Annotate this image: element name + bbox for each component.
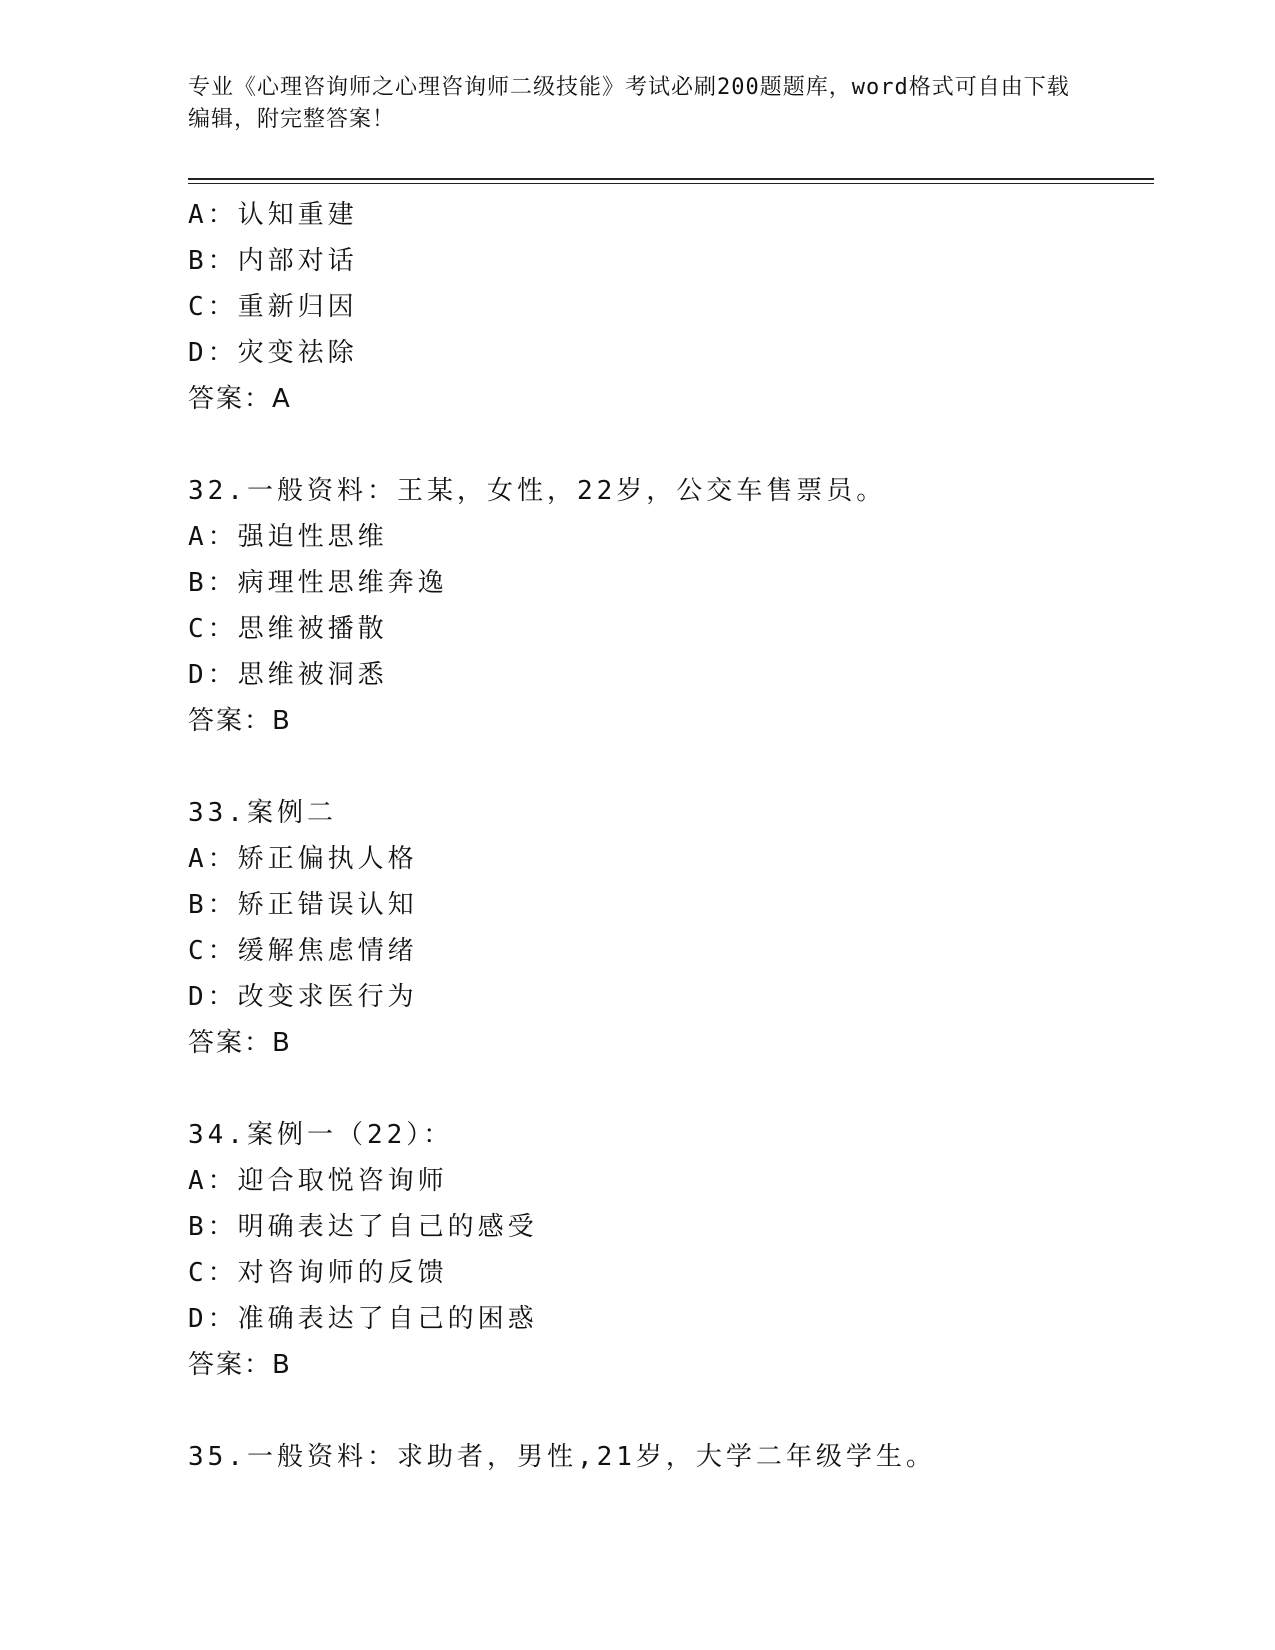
option-a: A：认知重建: [188, 200, 358, 230]
option-c: C：思维被播散: [188, 614, 388, 644]
option-c: C：缓解焦虑情绪: [188, 936, 418, 966]
option-d: D：改变求医行为: [188, 982, 418, 1012]
option-a: A：矫正偏执人格: [188, 844, 418, 874]
option-c: C：对咨询师的反馈: [188, 1258, 448, 1288]
question-stem: 34.案例一（22）：: [188, 1120, 454, 1150]
question-list: [188, 192, 1148, 1480]
option-b: B：病理性思维奔逸: [188, 568, 448, 598]
option-a: A：迎合取悦咨询师: [188, 1166, 448, 1196]
question-stem: 33.案例二: [188, 798, 337, 828]
option-c: C：重新归因: [188, 292, 358, 322]
option-d: D：准确表达了自己的困惑: [188, 1304, 538, 1334]
question-stem: 32.一般资料：王某，女性，22岁，公交车售票员。: [188, 476, 887, 506]
answer-line: 答案：B: [188, 706, 292, 736]
option-d: D：思维被洞悉: [188, 660, 388, 690]
document-header: 专业《心理咨询师之心理咨询师二级技能》考试必刷200题题库，word格式可自由下载编辑，附完整答案！: [188, 75, 1070, 132]
question-stem: 35.一般资料：求助者，男性,21岁，大学二年级学生。: [188, 1442, 936, 1472]
answer-line: 答案：B: [188, 1028, 292, 1058]
option-d: D：灾变祛除: [188, 338, 358, 368]
option-b: B：矫正错误认知: [188, 890, 418, 920]
answer-line: 答案：B: [188, 1350, 292, 1380]
option-b: B：内部对话: [188, 246, 358, 276]
option-b: B：明确表达了自己的感受: [188, 1212, 538, 1242]
answer-line: 答案：A: [188, 384, 292, 414]
option-a: A：强迫性思维: [188, 522, 388, 552]
header-divider: [188, 178, 1154, 184]
